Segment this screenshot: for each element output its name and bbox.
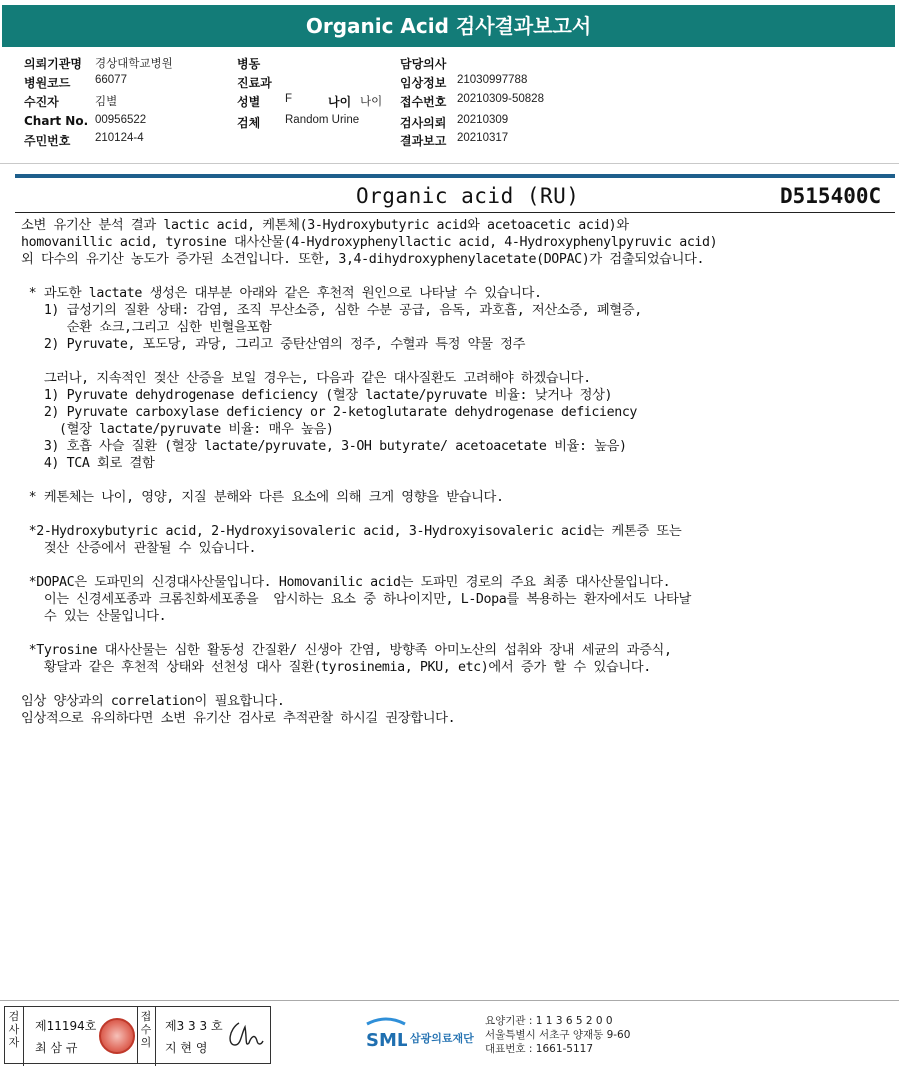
report-line: 2) Pyruvate, 포도당, 과당, 그리고 중탄산염의 정주, 수혈과 특정 약물 정주 [21,337,526,352]
report-line: * 과도한 lactate 생성은 대부분 아래와 같은 후천적 원인으로 나타날 수 있습니다. [21,286,542,301]
info-label: 진료과 [237,76,272,90]
org-line: 서울특별시 서초구 양재동 9-60 [485,1029,631,1041]
report-line: 그러나, 지속적인 젖산 산증을 보일 경우는, 다음과 같은 대사질환도 고려해야 하겠습니다. [21,371,591,386]
info-value: 00956522 [95,114,147,126]
inspector-cell [23,1007,138,1063]
report-title: Organic acid (RU) [356,184,580,208]
report-line: 1) 급성기의 질환 상태: 감염, 조직 무산소증, 심한 수분 공급, 음독, 과호흡, 저산소증, 폐혈증, [21,303,642,318]
info-value: 21030997788 [457,74,528,86]
report-line: 4) TCA 회로 결함 [21,456,155,471]
report-line: 황달과 같은 후천적 상태와 선천성 대사 질환(tyrosinemia, PKU, etc)에서 증가 할 수 있습니다. [21,660,651,675]
info-label: 병원코드 [24,76,71,90]
report-line: 이는 신경세포종과 크롬친화세포종을 암시하는 요소 중 하나이지만, L-Dopa를 복용하는 환자에서도 나타날 [21,592,691,607]
info-value: 210124-4 [95,132,144,144]
report-header [2,5,895,47]
sml-logo [365,1016,474,1056]
report-line: *Tyrosine 대사산물는 심한 활동성 간질환/ 신생아 간염, 방향족 아미노산의 섭취와 장내 세균의 과증식, [21,643,672,658]
report-line: 소변 유기산 분석 결과 lactic acid, 케톤체(3-Hydroxybutyric acid와 acetoacetic acid)와 [21,218,629,233]
info-value: 66077 [95,74,127,86]
info-label: 검사의뢰 [400,116,447,130]
reviewer-label [137,1007,156,1066]
report-line: 임상적으로 유의하다면 소변 유기산 검사로 추적관찰 하시길 권장합니다. [21,711,456,726]
report-line: *2-Hydroxybutyric acid, 2-Hydroxyisovaleric acid, 3-Hydroxyisovaleric acid는 케톤증 또는 [21,524,682,539]
age-value: 나이 [360,96,383,108]
report-line: 젖산 산증에서 관찰될 수 있습니다. [21,541,257,556]
org-name: 삼광의료재단 [410,1032,474,1045]
age-label: 나이 [328,95,352,109]
report-line: 1) Pyruvate dehydrogenase deficiency (혈장 lactate/pyruvate 비율: 낮거나 정상) [21,388,613,403]
seal-stamp-icon [99,1018,135,1054]
info-label: 결과보고 [400,134,447,148]
report-line [21,557,881,574]
info-value: 20210309-50828 [457,93,544,105]
inspector-name: 최 삼 규 [35,1041,78,1055]
report-line: 수 있는 산물입니다. [21,609,167,624]
org-line: 대표번호 : 1661-5117 [485,1043,594,1055]
info-value: F [285,93,293,105]
report-line: * 케톤체는 나이, 영양, 지질 분해와 다른 요소에 의해 크게 영향을 받습니다. [21,490,504,505]
divider [0,1000,899,1001]
info-label: 성별 [237,95,261,109]
report-line: 2) Pyruvate carboxylase deficiency or 2-ketoglutarate dehydrogenase deficiency [21,405,638,420]
report-line [21,353,881,370]
info-label: 주민번호 [24,134,71,148]
report-line [21,506,881,523]
info-label: 임상정보 [400,76,447,90]
info-value: 김별 [95,96,118,108]
divider [0,163,899,164]
sml-logo-icon [365,1016,407,1052]
report-line [21,268,881,285]
signature-box [4,1006,271,1064]
report-line: 임상 양상과의 correlation이 필요합니다. [21,694,285,709]
report-header-title: Organic Acid 검사결과보고서 [305,14,592,38]
patient-info [0,52,899,162]
inspector-number: 제11194호 [35,1019,97,1033]
info-label: 검체 [237,116,261,130]
signature-icon [225,1015,265,1053]
info-label: 의뢰기관명 [24,57,82,71]
reviewer-name: 지 현 영 [165,1041,208,1055]
report-line [21,625,881,642]
report-line: homovanillic acid, tyrosine 대사산물(4-Hydroxyphenyllactic acid, 4-Hydroxyphenylpyruvic acid) [21,235,718,250]
report-line: (혈장 lactate/pyruvate 비율: 매우 높음) [21,422,334,437]
org-line: 요양기관 : 1 1 3 6 5 2 0 0 [485,1015,613,1027]
info-label: 접수번호 [400,95,447,109]
report-line: *DOPAC은 도파민의 신경대사산물입니다. Homovanilic acid는 도파민 경로의 주요 최종 대사산물입니다. [21,575,671,590]
info-label: Chart No. [24,114,89,128]
report-code: D515400C [780,184,882,208]
report-line: 외 다수의 유기산 농도가 증가된 소견입니다. 또한, 3,4-dihydroxyphenylacetate(DOPAC)가 검출되었습니다. [21,252,705,267]
reviewer-number: 제3 3 3 호 [165,1019,223,1033]
report-line: 3) 호흡 사슬 질환 (혈장 lactate/pyruvate, 3-OH butyrate/ acetoacetate 비율: 높음) [21,439,627,454]
info-value: 20210309 [457,114,509,126]
report-line [21,472,881,489]
info-value: 경상대학교병원 [95,58,173,70]
inspector-label [5,1007,24,1066]
org-contact [485,1014,630,1056]
info-value: 20210317 [457,132,509,144]
report-body [21,217,881,727]
inspector-label-text: 검사자 [8,1010,20,1049]
info-label: 수진자 [24,95,59,109]
report-line [21,676,881,693]
reviewer-label-text: 접수의 [140,1010,152,1049]
sml-logo-text: SML [366,1030,407,1051]
report-line: 순환 쇼크,그리고 심한 빈혈을포함 [21,320,272,335]
reviewer-cell [155,1007,269,1063]
report-top-rule [15,174,895,178]
info-label: 병동 [237,57,261,71]
info-label: 담당의사 [400,57,447,71]
divider [15,212,895,213]
info-value: Random Urine [285,114,360,126]
